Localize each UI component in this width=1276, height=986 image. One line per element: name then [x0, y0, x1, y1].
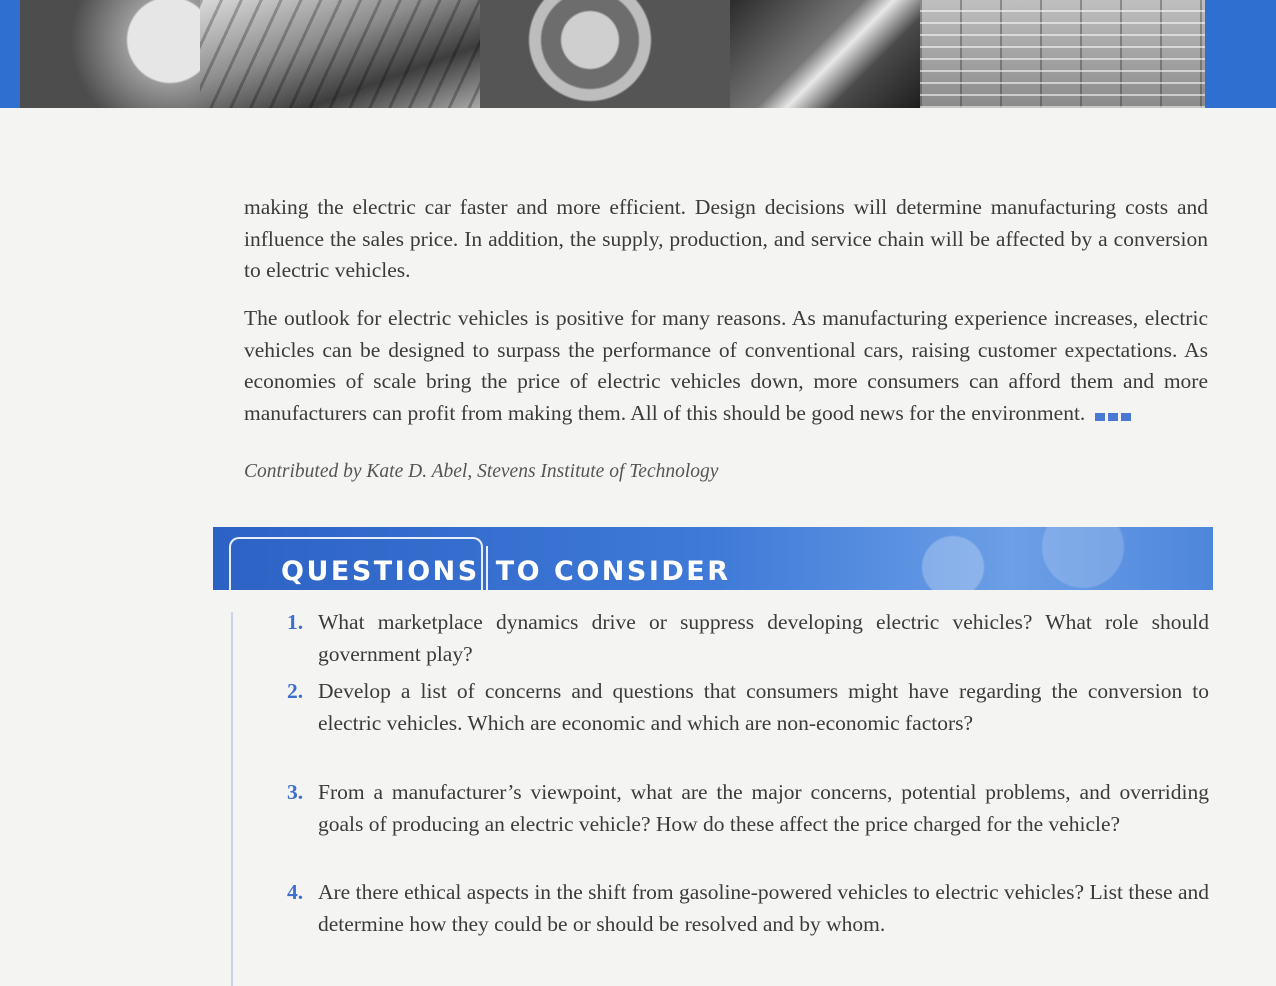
contributor-credit: Contributed by Kate D. Abel, Stevens Institute of Technology [244, 461, 719, 482]
body-paragraph [244, 303, 1208, 430]
question-text: What marketplace dynamics drive or suppress developing electric vehicles? What role should government play? [318, 610, 1209, 666]
question-text: Are there ethical aspects in the shift from gasoline-powered vehicles to electric vehicles? List these and determine how they could be or should be resolved and by whom. [318, 880, 1209, 936]
banner-photo-strip [20, 0, 1205, 108]
questions-heading-bar [213, 527, 1213, 590]
question-number: 1. [287, 610, 304, 634]
question-text: Develop a list of concerns and questions that consumers might have regarding the conversion to electric vehicles. Which are economic and which are non-economic factors? [318, 679, 1209, 735]
heading-divider [486, 546, 488, 590]
header-banner [0, 0, 1276, 108]
question-number: 4. [287, 880, 304, 904]
banner-photo-architecture [200, 0, 480, 108]
question-number: 2. [287, 679, 304, 703]
banner-photo-gears [480, 0, 730, 108]
question-item [287, 606, 1209, 670]
question-text: From a manufacturer’s viewpoint, what are the major concerns, potential problems, and overriding goals of producing an electric vehicle? How do these affect the price charged for the vehicle? [318, 780, 1209, 836]
question-item [287, 675, 1209, 739]
banner-photo-money-clock [20, 0, 200, 108]
heading-decoration [833, 527, 1213, 590]
questions-left-rule [231, 612, 233, 986]
end-of-section-icon [1095, 399, 1134, 431]
banner-photo-welding [730, 0, 920, 108]
body-paragraph-text: The outlook for electric vehicles is positive for many reasons. As manufacturing experience increases, electric vehicles can be designed to surpass the performance of conventional cars, raising customer expectations. As economies of scale bring the price of electric vehicles down, more consumers can afford them and more manufacturers can profit from making them. All of this should be good news for the environment. [244, 306, 1208, 425]
question-number: 3. [287, 780, 304, 804]
question-item [287, 776, 1209, 840]
body-paragraph: making the electric car faster and more efficient. Design decisions will determine manufacturing costs and influence the sales price. In addition, the supply, production, and service chain will be affected by a conversion to electric vehicles. [244, 195, 1208, 282]
banner-photo-circuit-board [920, 0, 1205, 108]
heading-part-questions: QUESTIONS [281, 556, 480, 587]
questions-heading [281, 546, 731, 590]
question-item [287, 876, 1209, 940]
heading-part-to-consider: TO CONSIDER [495, 556, 731, 587]
